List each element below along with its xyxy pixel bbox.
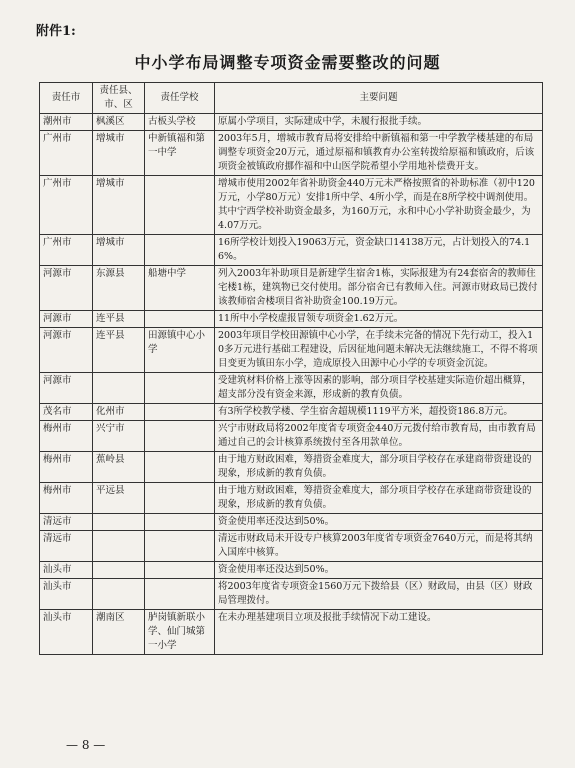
cell-issue: 有3所学校教学楼、学生宿舍超规模1119平方米，超投资186.8万元。 [215, 404, 543, 421]
cell-issue: 受建筑材料价格上涨等因素的影响，部分项目学校基建实际造价超出概算，超支部分没有资金来源，形成新的教育负债。 [215, 373, 543, 404]
cell-school: 古板头学校 [145, 114, 215, 131]
cell-city: 梅州市 [40, 421, 93, 452]
table-row [40, 373, 543, 404]
cell-school: 田源镇中心小学 [145, 328, 215, 373]
cell-county [93, 562, 145, 579]
cell-county: 蕉岭县 [93, 452, 145, 483]
cell-issue: 清远市财政局未开设专户核算2003年度省专项资金7640万元，而是将其纳入国库中核算。 [215, 531, 543, 562]
cell-school [145, 531, 215, 562]
cell-city: 河源市 [40, 311, 93, 328]
cell-city: 河源市 [40, 266, 93, 311]
cell-city: 茂名市 [40, 404, 93, 421]
table-row [40, 562, 543, 579]
table-row [40, 514, 543, 531]
cell-city: 潮州市 [40, 114, 93, 131]
cell-city: 梅州市 [40, 452, 93, 483]
cell-city: 广州市 [40, 235, 93, 266]
cell-county: 增城市 [93, 235, 145, 266]
cell-school [145, 311, 215, 328]
issues-table [39, 82, 543, 655]
cell-school [145, 373, 215, 404]
header-city: 责任市 [40, 83, 93, 114]
cell-school [145, 452, 215, 483]
cell-issue: 增城市使用2002年省补助资金440万元未严格按照省的补助标准（初中120万元，小学80万元）安排1所中学、4所小学，而是在8所学校中调剂使用。其中宁西学校补助资金最多，为160万元，永和中心小学补助资金最少，为4.07万元。 [215, 176, 543, 235]
table-row [40, 235, 543, 266]
table-header-row [40, 83, 543, 114]
cell-city: 清远市 [40, 531, 93, 562]
cell-city: 梅州市 [40, 483, 93, 514]
page-number: — 8 — [66, 738, 106, 752]
cell-county: 潮南区 [93, 610, 145, 655]
table-row [40, 610, 543, 655]
cell-issue: 资金使用率还没达到50%。 [215, 514, 543, 531]
table-row [40, 452, 543, 483]
cell-city: 汕头市 [40, 610, 93, 655]
table-row [40, 176, 543, 235]
document-title: 中小学布局调整专项资金需要整改的问题 [134, 53, 441, 72]
cell-city: 广州市 [40, 176, 93, 235]
cell-issue: 将2003年度省专项资金1560万元下拨给县（区）财政局，由县（区）财政局管理拨付。 [215, 579, 543, 610]
cell-issue: 原属小学项目，实际建成中学，未履行报批手续。 [215, 114, 543, 131]
cell-county [93, 373, 145, 404]
cell-school [145, 562, 215, 579]
cell-county: 东源县 [93, 266, 145, 311]
cell-city: 汕头市 [40, 579, 93, 610]
cell-school [145, 235, 215, 266]
cell-issue: 2003年5月，增城市教育局将安排给中新镇福和第一中学教学楼基建的布局调整专项资金20万元，通过原福和镇教育办公室转拨给原福和镇政府，后该项资金被镇政府挪作福和中山医学院希望小学用地补偿费开支。 [215, 131, 543, 176]
cell-issue: 由于地方财政困难，筹措资金难度大，部分项目学校存在承建商带资建设的现象，形成新的教育负债。 [215, 483, 543, 514]
cell-issue: 兴宁市财政局将2002年度省专项资金440万元拨付给市教育局，由市教育局通过自己的会计核算系统拨付至各用款单位。 [215, 421, 543, 452]
cell-county [93, 514, 145, 531]
cell-school [145, 176, 215, 235]
cell-county: 连平县 [93, 311, 145, 328]
table-row [40, 328, 543, 373]
cell-school [145, 579, 215, 610]
header-issue: 主要问题 [215, 83, 543, 114]
cell-county: 平远县 [93, 483, 145, 514]
table-row [40, 266, 543, 311]
header-county: 责任县、市、区 [93, 83, 145, 114]
cell-school: 船塘中学 [145, 266, 215, 311]
cell-issue: 由于地方财政困难，筹措资金难度大，部分项目学校存在承建商带资建设的现象，形成新的教育负债。 [215, 452, 543, 483]
cell-school: 胪岗镇新联小学、仙门城第一小学 [145, 610, 215, 655]
cell-city: 汕头市 [40, 562, 93, 579]
table-row [40, 483, 543, 514]
cell-city: 河源市 [40, 328, 93, 373]
cell-county [93, 531, 145, 562]
cell-county: 枫溪区 [93, 114, 145, 131]
cell-county: 连平县 [93, 328, 145, 373]
table-row [40, 131, 543, 176]
attachment-label: 附件1: [36, 24, 76, 39]
cell-county: 兴宁市 [93, 421, 145, 452]
cell-school: 中新镇福和第一中学 [145, 131, 215, 176]
table-row [40, 531, 543, 562]
table-row [40, 311, 543, 328]
header-school: 责任学校 [145, 83, 215, 114]
table-row [40, 404, 543, 421]
table-row [40, 114, 543, 131]
cell-county [93, 579, 145, 610]
table-row [40, 421, 543, 452]
cell-issue: 16所学校计划投入19063万元，资金缺口14138万元，占计划投入的74.16%。 [215, 235, 543, 266]
cell-city: 河源市 [40, 373, 93, 404]
table-row [40, 579, 543, 610]
cell-county: 增城市 [93, 131, 145, 176]
cell-issue: 列入2003年补助项目是新建学生宿舍1栋，实际报建为有24套宿舍的教师住宅楼1栋，建筑物已交付使用。部分宿舍已有教师入住。河源市财政局已拨付该教师宿舍楼项目省补助资金100.19万元。 [215, 266, 543, 311]
cell-county: 化州市 [93, 404, 145, 421]
cell-school [145, 404, 215, 421]
cell-school [145, 483, 215, 514]
cell-school [145, 421, 215, 452]
cell-school [145, 514, 215, 531]
cell-issue: 11所中小学校虚报冒领专项资金1.62万元。 [215, 311, 543, 328]
cell-county: 增城市 [93, 176, 145, 235]
cell-issue: 2003年项目学校田源镇中心小学，在手续未完备的情况下先行动工，投入10多万元进行基础工程建设，后因征地问题未解决无法继续施工，不得不将项目变更为镇田东小学，造成原投入田源中心小学的专项资金沉淀。 [215, 328, 543, 373]
cell-city: 广州市 [40, 131, 93, 176]
cell-issue: 在未办理基建项目立项及报批手续情况下动工建设。 [215, 610, 543, 655]
cell-issue: 资金使用率还没达到50%。 [215, 562, 543, 579]
cell-city: 清远市 [40, 514, 93, 531]
